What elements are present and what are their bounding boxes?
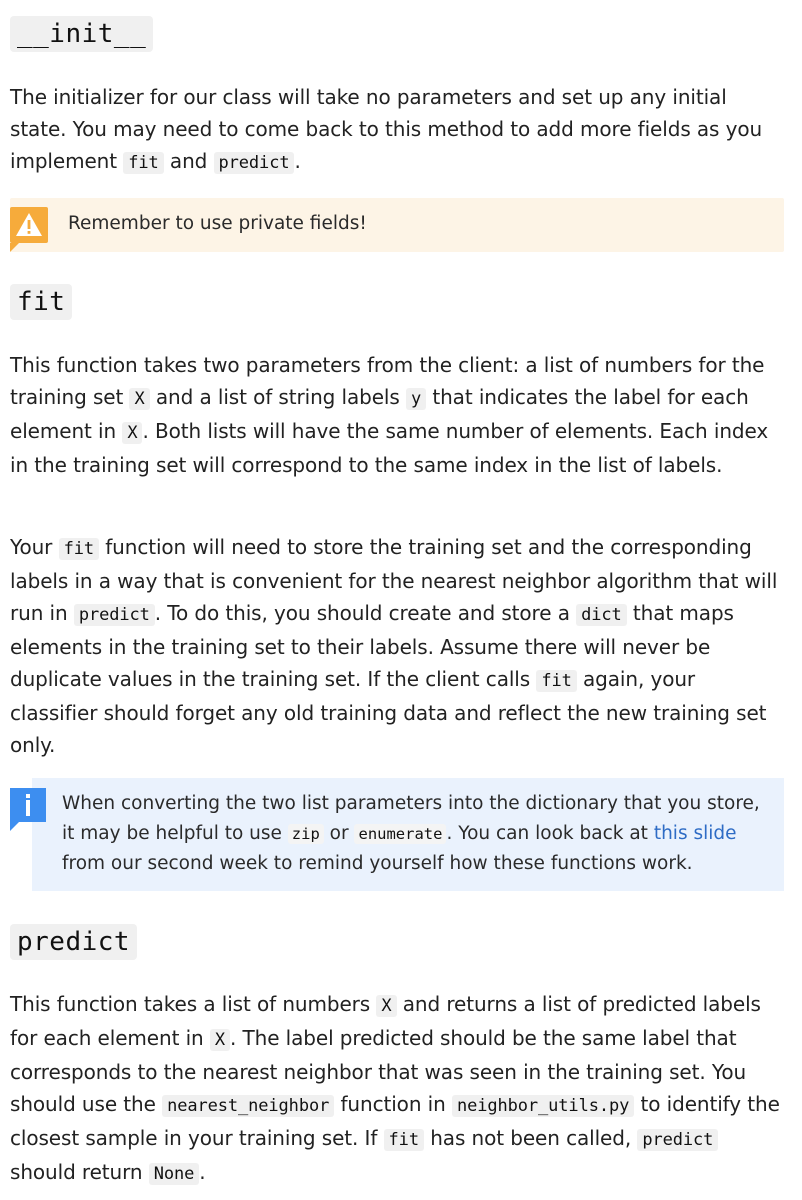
text-span: . The label predicted should be the same label that corresponds to the nearest neighbor that was seen in the training set. You should use the	[10, 1026, 747, 1116]
info-icon	[10, 788, 46, 822]
section-heading-fit: fit	[10, 284, 72, 320]
text-span: again, your classifier should forget any old training data and reflect the new training set only.	[10, 667, 767, 757]
inline-code-none: None	[149, 1163, 200, 1185]
text-span: that maps elements in the training set to their labels. Assume there will never be duplicate values in the training set. If the client calls	[10, 601, 734, 691]
text-span: or	[323, 823, 355, 844]
inline-code-fit: fit	[59, 538, 99, 560]
inline-code-y: y	[406, 388, 426, 410]
section-heading-predict: predict	[10, 924, 137, 960]
text-span: . You can look back at	[446, 823, 654, 844]
inline-code-enumerate: enumerate	[354, 824, 446, 844]
section-heading-init: __init__	[10, 16, 153, 52]
text-span: to identify the closest sample in your training set. If	[10, 1092, 780, 1150]
text-span: . To do this, you should create and store a	[154, 601, 577, 625]
text-span: that indicates the label for each element in	[10, 385, 749, 443]
text-span: When converting the two list parameters into the dictionary that you store, it may be helpful to use	[62, 793, 760, 844]
warning-text: Remember to use private fields!	[68, 213, 367, 234]
init-description	[10, 81, 786, 179]
inline-code-predict: predict	[637, 1129, 718, 1151]
info-text	[62, 789, 777, 879]
text-span: .	[199, 1160, 206, 1184]
info-callout	[32, 778, 784, 891]
text-span: . Both lists will have the same number of elements. Each index in the training set will correspond to the same index in the list of labels.	[10, 419, 769, 477]
warning-triangle-icon	[10, 207, 48, 243]
text-span: function in	[334, 1092, 452, 1116]
text-span: and a list of string labels	[149, 385, 406, 409]
this-slide-link[interactable]: this slide	[653, 823, 737, 844]
init-heading-wrap	[10, 16, 153, 52]
text-span: The initializer for our class will take no parameters and set up any initial state. You may need to come back to this method to add more fields as you implement	[10, 85, 763, 173]
text-span: .	[294, 149, 301, 173]
inline-code-fit: fit	[123, 152, 163, 174]
fit-heading-wrap	[10, 284, 72, 320]
inline-code-fit: fit	[536, 670, 576, 692]
warning-callout	[10, 198, 784, 252]
inline-code-X: X	[129, 388, 149, 410]
info-icon-tail	[10, 822, 19, 831]
text-span: This function takes two parameters from the client: a list of numbers for the training set	[10, 353, 765, 409]
inline-code-predict: predict	[74, 604, 155, 626]
text-span: function will need to store the training set and the corresponding labels in a way that is convenient for the nearest neighbor algorithm that will run in	[10, 535, 778, 625]
inline-code-zip: zip	[288, 824, 324, 844]
text-span: from our second week to remind yourself how these functions work.	[62, 853, 693, 874]
text-span: and	[163, 149, 214, 173]
fit-description-2	[10, 531, 786, 761]
fit-description-1	[10, 349, 786, 481]
text-span: and returns a list of predicted labels for each element in	[10, 992, 761, 1050]
inline-code-X: X	[376, 995, 396, 1017]
inline-code-X: X	[122, 422, 142, 444]
text-span: should return	[10, 1160, 149, 1184]
text-span: has not been called,	[423, 1126, 638, 1150]
inline-code-predict: predict	[214, 152, 295, 174]
predict-description	[10, 988, 786, 1190]
inline-code-fit: fit	[384, 1129, 424, 1151]
inline-code-dict: dict	[576, 604, 627, 626]
text-span: This function takes a list of numbers	[10, 992, 377, 1016]
predict-heading-wrap	[10, 924, 137, 960]
inline-code-neighbor-utils: neighbor_utils.py	[452, 1095, 634, 1117]
text-span: Your	[10, 535, 59, 559]
inline-code-nearest-neighbor: nearest_neighbor	[162, 1095, 334, 1117]
inline-code-X: X	[210, 1029, 230, 1051]
warning-icon-tail	[10, 243, 19, 252]
